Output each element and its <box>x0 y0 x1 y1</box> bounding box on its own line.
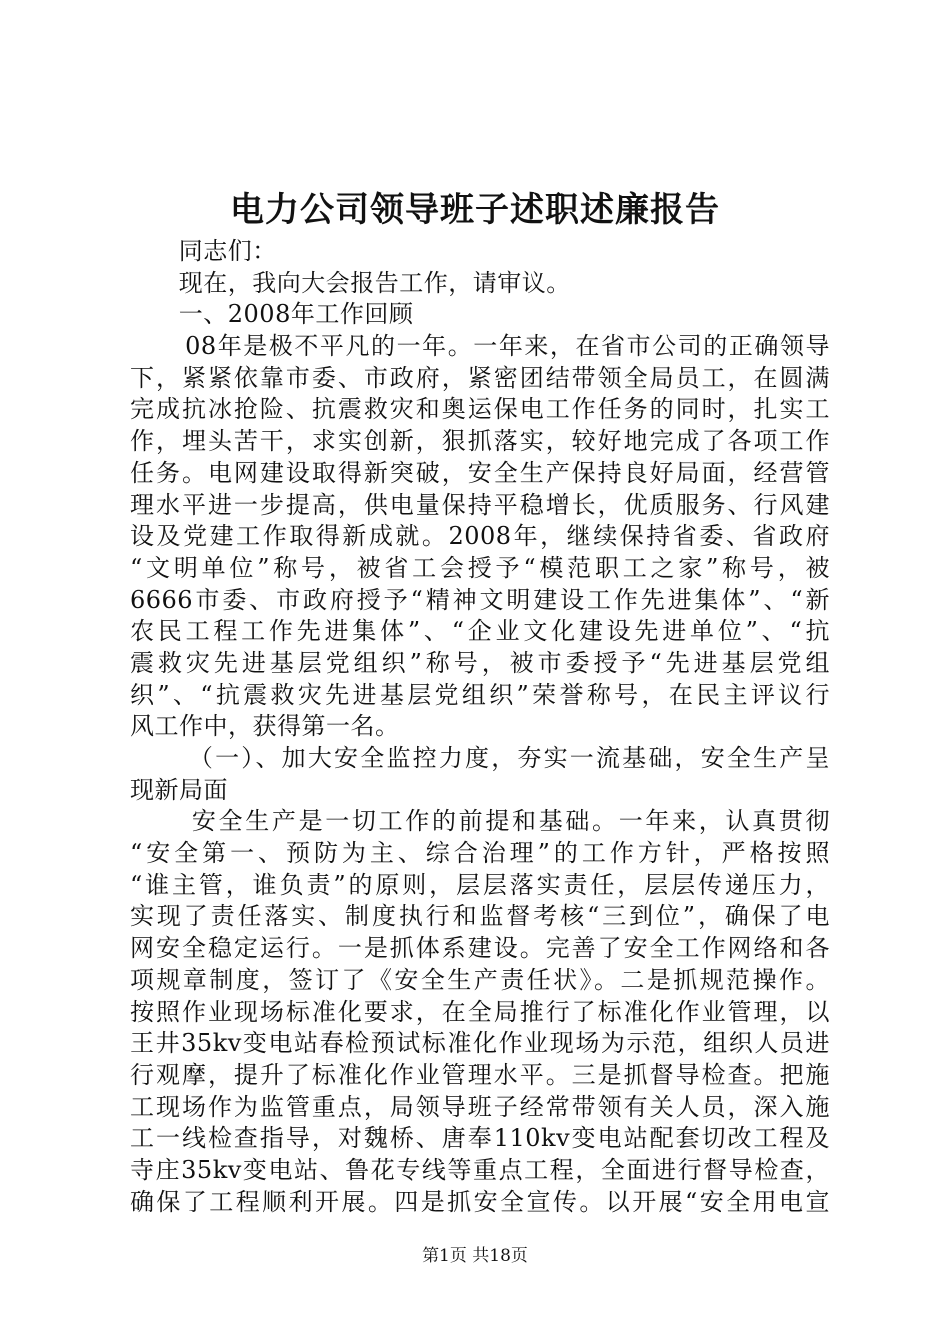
page-footer: 第1页 共18页 <box>422 1246 528 1266</box>
text-line: 风工作中，获得第一名。 <box>130 712 400 741</box>
text-line: 寺庄35kv变电站、鲁花专线等重点工程，全面进行督导检查， <box>130 1155 830 1184</box>
text-line: “文明单位”称号，被省工会授予“模范职工之家”称号，被 <box>130 553 830 582</box>
document-title: 电力公司领导班子述职述廉报告 <box>230 190 720 230</box>
text-line: 安全生产是一切工作的前提和基础。一年来，认真贯彻 <box>130 807 830 836</box>
text-line: 震救灾先进基层党组织”称号，被市委授予“先进基层党组 <box>130 648 830 677</box>
text-line: （一）、加大安全监控力度，夯实一流基础，安全生产呈 <box>130 744 830 772</box>
text-line: 网安全稳定运行。一是抓体系建设。完善了安全工作网络和各 <box>130 934 830 963</box>
text-line: 完成抗冰抢险、抗震救灾和奥运保电工作任务的同时，扎实工 <box>130 395 830 424</box>
text-line: 按照作业现场标准化要求，在全局推行了标准化作业管理，以 <box>130 997 830 1026</box>
text-line: 织”、“抗震救灾先进基层党组织”荣誉称号，在民主评议行 <box>130 680 830 709</box>
text-line: 一、2008年工作回顾 <box>130 300 414 329</box>
text-line: 工一线检查指导，对魏桥、唐奉110kv变电站配套切改工程及 <box>130 1124 830 1153</box>
text-line: 同志们： <box>130 237 277 265</box>
text-line: 确保了工程顺利开展。四是抓安全宣传。以开展“安全用电宣 <box>130 1187 830 1216</box>
text-line: 理水平进一步提高，供电量保持平稳增长，优质服务、行风建 <box>130 490 830 519</box>
text-line: 现新局面 <box>130 775 228 804</box>
text-line: 项规章制度，签订了《安全生产责任状》。二是抓规范操作。 <box>130 965 830 994</box>
text-line: “谁主管，谁负责”的原则，层层落实责任，层层传递压力， <box>130 870 830 899</box>
text-line: 现在，我向大会报告工作，请审议。 <box>130 268 571 297</box>
text-line: 农民工程工作先进集体”、“企业文化建设先进单位”、“抗 <box>130 617 830 646</box>
text-line: 设及党建工作取得新成就。2008年，继续保持省委、省政府 <box>130 522 830 551</box>
text-line: 任务。电网建设取得新突破，安全生产保持良好局面，经营管 <box>130 458 830 487</box>
document-body <box>130 236 830 1218</box>
text-line: 08年是极不平凡的一年。一年来，在省市公司的正确领导 <box>130 332 830 361</box>
text-line: 工现场作为监管重点，局领导班子经常带领有关人员，深入施 <box>130 1092 830 1121</box>
text-line: 实现了责任落实、制度执行和监督考核“三到位”，确保了电 <box>130 902 830 931</box>
text-line: 下，紧紧依靠市委、市政府，紧密团结带领全局员工，在圆满 <box>130 363 830 392</box>
text-line: “安全第一、预防为主、综合治理”的工作方针，严格按照 <box>130 839 830 868</box>
text-line: 王井35kv变电站春检预试标准化作业现场为示范，组织人员进 <box>130 1029 830 1058</box>
text-line: 作，埋头苦干，求实创新，狠抓落实，较好地完成了各项工作 <box>130 427 830 456</box>
text-line: 行观摩，提升了标准化作业管理水平。三是抓督导检查。把施 <box>130 1060 830 1089</box>
text-line: 6666市委、市政府授予“精神文明建设工作先进集体”、“新 <box>130 585 830 614</box>
